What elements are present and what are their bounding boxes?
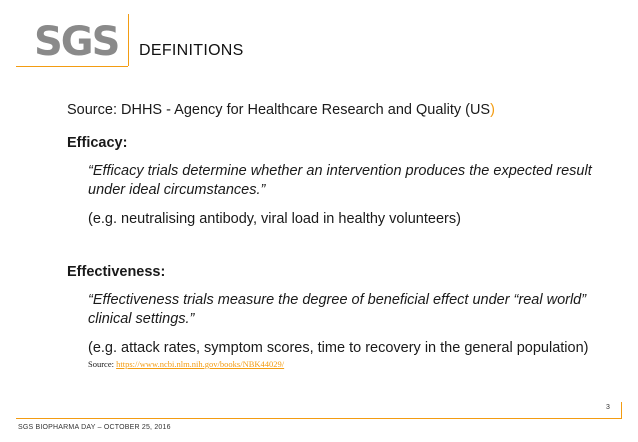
reference-link[interactable]: https://www.ncbi.nlm.nih.gov/books/NBK44029/ [116,359,285,369]
efficacy-quote: “Efficacy trials determine whether an intervention produces the expected result under ideal circumstances.” [88,163,592,198]
slide-title: DEFINITIONS [139,42,244,59]
logo-vertical-rule [128,14,129,66]
efficacy-example: (e.g. neutralising antibody, viral load in healthy volunteers) [88,211,461,227]
efficacy-heading: Efficacy: [67,135,128,151]
section-spacer [67,229,607,263]
effectiveness-heading: Effectiveness: [67,264,166,280]
sgs-logo: SGS [34,19,119,65]
reference-label: Source: [88,359,117,369]
footer-text: SGS BIOPHARMA DAY – OCTOBER 25, 2016 [18,424,171,431]
effectiveness-example: (e.g. attack rates, symptom scores, time to recovery in the general population) [88,340,589,356]
logo-horizontal-rule [16,66,128,67]
page-number: 3 [606,404,610,411]
source-close-paren: ) [490,102,495,118]
effectiveness-quote: “Effectiveness trials measure the degree of beneficial effect under “real world” clinical settings.” [88,292,587,327]
reference-source [67,359,607,369]
footer-rule [16,418,622,419]
footer-vertical-rule [621,402,622,418]
source-text: Source: DHHS - Agency for Healthcare Research and Quality (US [67,102,491,118]
slide-body [67,101,607,369]
source-line [67,101,607,120]
